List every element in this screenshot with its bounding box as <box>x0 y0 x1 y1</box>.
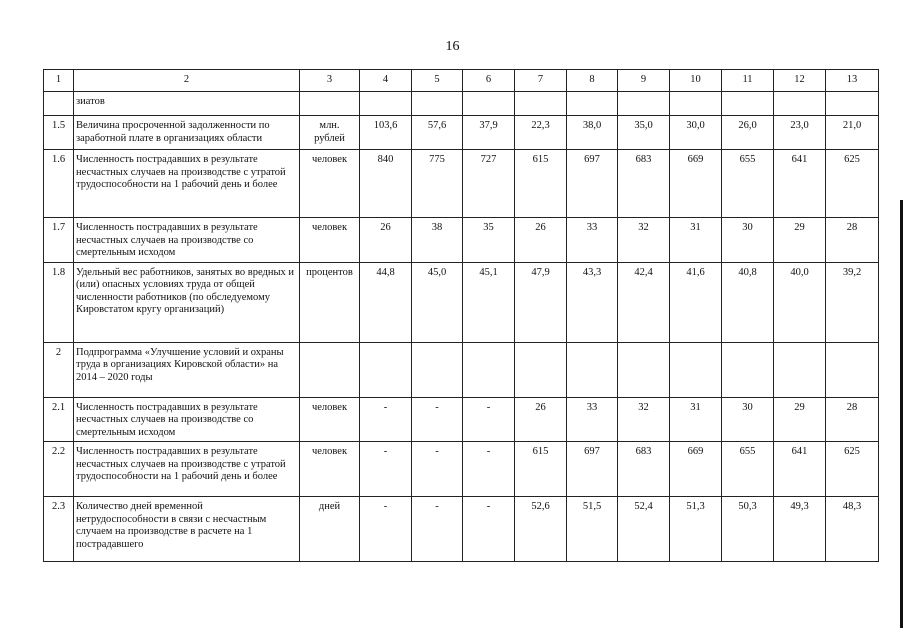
value-cell: 697 <box>567 442 618 497</box>
indicator-name-cell: Подпрограмма «Улучшение условий и охраны труда в организациях Кировской области» на 2014 – 2020 годы <box>74 342 300 397</box>
value-cell: 32 <box>618 218 670 263</box>
value-cell: - <box>360 497 412 562</box>
value-cell: 669 <box>670 150 722 218</box>
header-cell: 8 <box>567 70 618 92</box>
value-cell <box>722 342 774 397</box>
value-cell: 840 <box>360 150 412 218</box>
indicator-name-cell: Удельный вес работников, занятых во вредных и (или) опасных условиях труда от общей численности работников (по обследуемому Кировстатом кругу организаций) <box>74 262 300 342</box>
header-cell: 6 <box>463 70 515 92</box>
value-cell: 683 <box>618 442 670 497</box>
table-row <box>44 442 879 497</box>
row-number-cell: 2.3 <box>44 497 74 562</box>
table-row <box>44 262 879 342</box>
unit-cell <box>300 92 360 116</box>
table-header-row <box>44 70 879 92</box>
value-cell: 38,0 <box>567 116 618 150</box>
value-cell: - <box>412 497 463 562</box>
value-cell: 23,0 <box>774 116 826 150</box>
value-cell <box>463 92 515 116</box>
value-cell: 44,8 <box>360 262 412 342</box>
table-row <box>44 218 879 263</box>
row-number-cell: 1.8 <box>44 262 74 342</box>
header-cell: 1 <box>44 70 74 92</box>
value-cell: - <box>412 397 463 442</box>
value-cell <box>412 342 463 397</box>
value-cell: 655 <box>722 442 774 497</box>
table-row <box>44 116 879 150</box>
value-cell: - <box>412 442 463 497</box>
value-cell <box>618 92 670 116</box>
header-cell: 11 <box>722 70 774 92</box>
header-cell: 5 <box>412 70 463 92</box>
value-cell: 31 <box>670 397 722 442</box>
value-cell: 45,1 <box>463 262 515 342</box>
indicator-name-cell: Численность пострадавших в результате несчастных случаев на производстве со смертельным исходом <box>74 218 300 263</box>
value-cell: 30 <box>722 397 774 442</box>
unit-cell: человек <box>300 150 360 218</box>
value-cell: - <box>360 442 412 497</box>
value-cell <box>463 342 515 397</box>
value-cell: 28 <box>826 218 879 263</box>
page-number: 16 <box>445 39 460 54</box>
value-cell: 21,0 <box>826 116 879 150</box>
value-cell: 57,6 <box>412 116 463 150</box>
value-cell: 22,3 <box>515 116 567 150</box>
value-cell: 775 <box>412 150 463 218</box>
value-cell: 30,0 <box>670 116 722 150</box>
value-cell <box>722 92 774 116</box>
value-cell: 33 <box>567 218 618 263</box>
table-row <box>44 397 879 442</box>
unit-cell: человек <box>300 397 360 442</box>
value-cell: 615 <box>515 150 567 218</box>
value-cell: 103,6 <box>360 116 412 150</box>
row-number-cell: 1.6 <box>44 150 74 218</box>
value-cell: 33 <box>567 397 618 442</box>
row-number-cell: 1.7 <box>44 218 74 263</box>
value-cell: 45,0 <box>412 262 463 342</box>
header-cell: 10 <box>670 70 722 92</box>
value-cell <box>515 92 567 116</box>
value-cell: 40,0 <box>774 262 826 342</box>
value-cell: 29 <box>774 218 826 263</box>
value-cell: 31 <box>670 218 722 263</box>
unit-cell: дней <box>300 497 360 562</box>
value-cell: 26 <box>515 218 567 263</box>
indicator-name-cell: Численность пострадавших в результате несчастных случаев на производстве с утратой трудоспособности на 1 рабочий день и более <box>74 442 300 497</box>
value-cell: 28 <box>826 397 879 442</box>
unit-cell: процентов <box>300 262 360 342</box>
value-cell: 52,6 <box>515 497 567 562</box>
value-cell: 30 <box>722 218 774 263</box>
value-cell: 51,3 <box>670 497 722 562</box>
indicator-name-cell: Численность пострадавших в результате несчастных случаев на производстве со смертельным исходом <box>74 397 300 442</box>
header-cell: 7 <box>515 70 567 92</box>
row-number-cell: 2.2 <box>44 442 74 497</box>
value-cell <box>360 342 412 397</box>
value-cell <box>670 92 722 116</box>
value-cell <box>360 92 412 116</box>
value-cell <box>826 342 879 397</box>
value-cell: 40,8 <box>722 262 774 342</box>
value-cell: 655 <box>722 150 774 218</box>
value-cell: - <box>360 397 412 442</box>
value-cell: 697 <box>567 150 618 218</box>
value-cell: 37,9 <box>463 116 515 150</box>
value-cell: 35,0 <box>618 116 670 150</box>
value-cell <box>774 342 826 397</box>
value-cell: 48,3 <box>826 497 879 562</box>
header-cell: 4 <box>360 70 412 92</box>
value-cell: 29 <box>774 397 826 442</box>
value-cell: 49,3 <box>774 497 826 562</box>
value-cell: - <box>463 397 515 442</box>
unit-cell: человек <box>300 442 360 497</box>
header-cell: 3 <box>300 70 360 92</box>
value-cell <box>515 342 567 397</box>
value-cell: 32 <box>618 397 670 442</box>
indicator-name-cell: Величина просроченной задолженности по заработной плате в организациях области <box>74 116 300 150</box>
value-cell: 51,5 <box>567 497 618 562</box>
value-cell <box>774 92 826 116</box>
table-row <box>44 497 879 562</box>
header-cell: 13 <box>826 70 879 92</box>
value-cell: 641 <box>774 442 826 497</box>
header-cell: 12 <box>774 70 826 92</box>
scan-edge-bar <box>900 200 903 628</box>
value-cell: 39,2 <box>826 262 879 342</box>
header-cell: 2 <box>74 70 300 92</box>
table-row <box>44 92 879 116</box>
indicator-name-cell: зиатов <box>74 92 300 116</box>
row-number-cell: 2 <box>44 342 74 397</box>
value-cell: 38 <box>412 218 463 263</box>
value-cell: 50,3 <box>722 497 774 562</box>
value-cell <box>412 92 463 116</box>
value-cell <box>670 342 722 397</box>
value-cell: 52,4 <box>618 497 670 562</box>
indicators-table <box>43 69 879 562</box>
table-row <box>44 342 879 397</box>
value-cell: - <box>463 442 515 497</box>
row-number-cell <box>44 92 74 116</box>
value-cell <box>567 92 618 116</box>
header-cell: 9 <box>618 70 670 92</box>
value-cell: 683 <box>618 150 670 218</box>
indicator-name-cell: Количество дней временной нетрудоспособности в связи с несчастным случаем на производстве в расчете на 1 пострадавшего <box>74 497 300 562</box>
indicator-name-cell: Численность пострадавших в результате несчастных случаев на производстве с утратой трудоспособности на 1 рабочий день и более <box>74 150 300 218</box>
value-cell <box>567 342 618 397</box>
value-cell <box>618 342 670 397</box>
unit-cell: человек <box>300 218 360 263</box>
table-row <box>44 150 879 218</box>
value-cell: 625 <box>826 442 879 497</box>
value-cell <box>826 92 879 116</box>
value-cell: 41,6 <box>670 262 722 342</box>
value-cell: 641 <box>774 150 826 218</box>
value-cell: 35 <box>463 218 515 263</box>
value-cell: 669 <box>670 442 722 497</box>
value-cell: 727 <box>463 150 515 218</box>
value-cell: 26 <box>515 397 567 442</box>
value-cell: 615 <box>515 442 567 497</box>
table-body <box>44 70 879 562</box>
row-number-cell: 2.1 <box>44 397 74 442</box>
value-cell: 42,4 <box>618 262 670 342</box>
unit-cell: млн. рублей <box>300 116 360 150</box>
value-cell: 26,0 <box>722 116 774 150</box>
value-cell: 47,9 <box>515 262 567 342</box>
row-number-cell: 1.5 <box>44 116 74 150</box>
value-cell: 26 <box>360 218 412 263</box>
value-cell: - <box>463 497 515 562</box>
value-cell: 43,3 <box>567 262 618 342</box>
unit-cell <box>300 342 360 397</box>
value-cell: 625 <box>826 150 879 218</box>
